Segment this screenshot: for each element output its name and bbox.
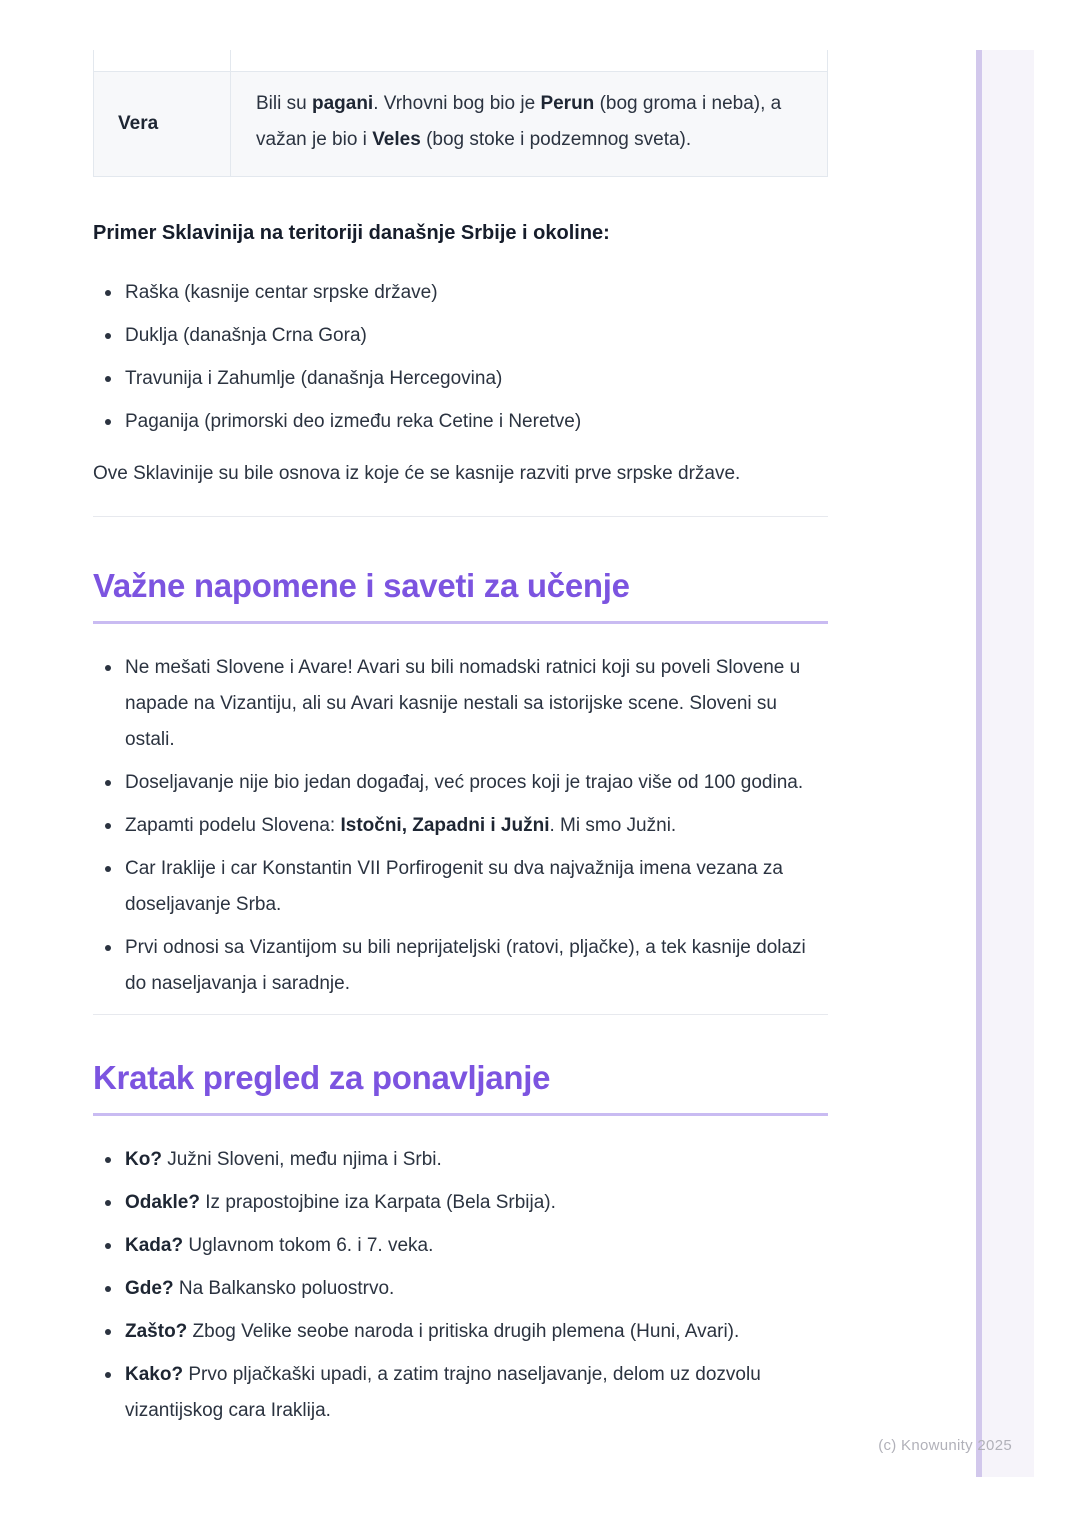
- text-segment-bold: Veles: [372, 128, 421, 150]
- list-item: [93, 1357, 828, 1429]
- question-lead: Kako?: [125, 1363, 184, 1385]
- notes-list: [93, 650, 828, 1002]
- answer-text: Uglavnom tokom 6. i 7. veka.: [183, 1234, 434, 1256]
- list-item: [93, 1228, 828, 1264]
- answer-text: Zbog Velike seobe naroda i pritiska drugih plemena (Huni, Avari).: [187, 1320, 740, 1342]
- question-lead: Odakle?: [125, 1191, 200, 1213]
- copyright-watermark: (c) Knowunity 2025: [878, 1437, 1012, 1454]
- question-lead: Gde?: [125, 1277, 174, 1299]
- info-table: [93, 50, 828, 177]
- question-lead: Zašto?: [125, 1320, 188, 1342]
- text-segment: Zapamti podelu Slovena:: [125, 814, 341, 836]
- list-item: Travunija i Zahumlje (današnja Hercegovina): [93, 361, 828, 397]
- sklavinija-list: [93, 275, 828, 440]
- list-item: Prvi odnosi sa Vizantijom su bili neprijateljski (ratovi, pljačke), a tek kasnije dolazi do naseljavanja i saradnje.: [93, 930, 828, 1002]
- answer-text: Prvo pljačkaški upadi, a zatim trajno naseljavanje, delom uz dozvolu vizantijskog cara Iraklija.: [125, 1363, 761, 1421]
- page-edge-panel: [982, 50, 1034, 1477]
- list-item: [93, 808, 828, 844]
- answer-text: Na Balkansko poluostrvo.: [173, 1277, 395, 1299]
- text-segment: . Vrhovni bog bio je: [373, 92, 541, 114]
- list-item: Paganija (primorski deo između reka Cetine i Neretve): [93, 404, 828, 440]
- list-item: Doseljavanje nije bio jedan događaj, već proces koji je trajao više od 100 godina.: [93, 765, 828, 801]
- question-lead: Ko?: [125, 1148, 162, 1170]
- list-item: Ne mešati Slovene i Avare! Avari su bili nomadski ratnici koji su poveli Slovene u napade na Vizantiju, ali su Avari kasnije nestali sa istorijske scene. Sloveni su ostali.: [93, 650, 828, 758]
- review-section-title: Kratak pregled za ponavljanje: [93, 1059, 828, 1116]
- section-divider: [93, 516, 828, 517]
- list-item: [93, 1185, 828, 1221]
- list-item: [93, 1314, 828, 1350]
- list-item: [93, 1142, 828, 1178]
- text-segment: (bog groma i neba), a važan je bio i: [256, 92, 782, 150]
- section-divider: [93, 1014, 828, 1015]
- question-lead: Kada?: [125, 1234, 184, 1256]
- list-item: [93, 1271, 828, 1307]
- content-column: [93, 50, 828, 1436]
- table-cell-empty: [231, 50, 828, 71]
- review-list: [93, 1142, 828, 1429]
- text-segment-bold: Istočni, Zapadni i Južni: [340, 814, 550, 836]
- answer-text: Južni Sloveni, među njima i Srbi.: [161, 1148, 442, 1170]
- table-row-value: [231, 71, 828, 176]
- text-segment: Bili su: [256, 92, 312, 114]
- notes-section-title: Važne napomene i saveti za učenje: [93, 567, 828, 624]
- intro-footer-paragraph: Ove Sklavinije su bile osnova iz koje će se kasnije razviti prve srpske države.: [93, 462, 741, 484]
- list-item: Duklja (današnja Crna Gora): [93, 318, 828, 354]
- table-cell-empty: [94, 50, 231, 71]
- text-segment: . Mi smo Južni.: [549, 814, 677, 836]
- list-item: Raška (kasnije centar srpske države): [93, 275, 828, 311]
- table-row-cutoff: [94, 50, 828, 71]
- text-segment: (bog stoke i podzemnog sveta).: [420, 128, 692, 150]
- text-segment-bold: Perun: [540, 92, 595, 114]
- intro-heading: Primer Sklavinija na teritoriji današnje Srbije i okoline:: [93, 221, 610, 244]
- table-row-label: Vera: [94, 71, 231, 176]
- text-segment-bold: pagani: [311, 92, 374, 114]
- answer-text: Iz prapostojbine iza Karpata (Bela Srbija).: [199, 1191, 556, 1213]
- list-item: Car Iraklije i car Konstantin VII Porfirogenit su dva najvažnija imena vezana za doseljavanje Srba.: [93, 851, 828, 923]
- table-row-vera: [94, 71, 828, 176]
